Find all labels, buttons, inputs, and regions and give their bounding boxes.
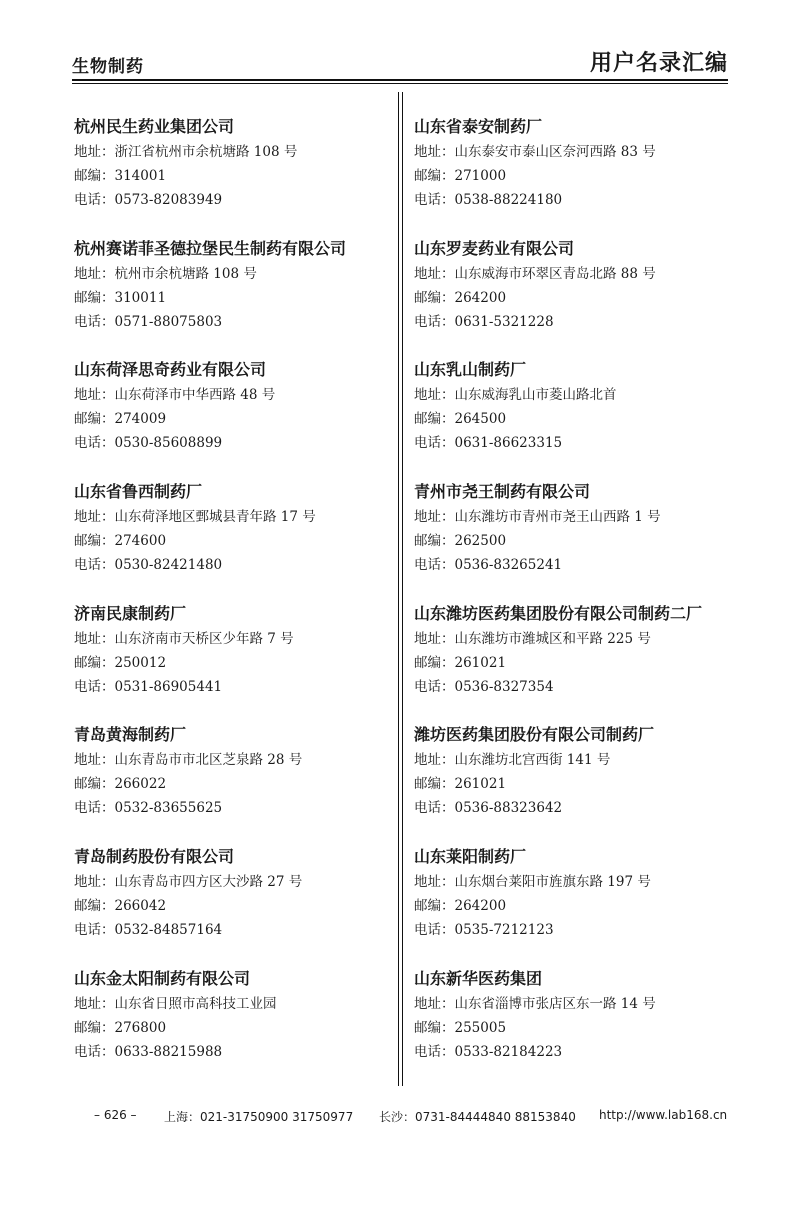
column-divider (402, 92, 403, 1086)
company-address: 地址：山东烟台莱阳市旌旗东路 197 号 (414, 874, 651, 891)
header-rule-thick (72, 79, 728, 81)
company-entry (74, 479, 394, 601)
company-phone: 电话：0571-88075803 (74, 313, 223, 330)
company-phone: 电话：0536-83265241 (414, 557, 563, 574)
company-phone: 电话：0536-8327354 (414, 678, 554, 695)
company-phone: 电话：0531-86905441 (74, 678, 223, 695)
page-header (72, 46, 728, 78)
company-name: 山东罗麦药业有限公司 (414, 238, 575, 258)
company-address: 地址：山东潍坊市潍城区和平路 225 号 (414, 630, 651, 647)
company-name: 山东莱阳制药厂 (414, 847, 527, 867)
company-name: 济南民康制药厂 (74, 603, 187, 623)
company-entry (414, 601, 734, 723)
company-phone: 电话：0536-88323642 (414, 800, 563, 817)
company-postcode: 邮编：264200 (414, 898, 507, 915)
company-name: 山东新华医药集团 (414, 968, 543, 988)
company-name: 山东省鲁西制药厂 (74, 482, 203, 502)
company-postcode: 邮编：314001 (74, 168, 167, 184)
company-entry (414, 479, 734, 601)
company-name: 山东金太阳制药有限公司 (74, 968, 251, 988)
company-address: 地址：山东青岛市四方区大沙路 27 号 (74, 874, 303, 891)
company-postcode: 邮编：271000 (414, 168, 507, 184)
company-phone: 电话：0538-88224180 (414, 192, 563, 208)
book-title: 用户名录汇编 (589, 51, 728, 76)
company-address: 地址：山东威海市环翠区青岛北路 88 号 (414, 265, 656, 282)
section-title: 生物制药 (72, 57, 144, 77)
company-entry (414, 966, 734, 1088)
company-entry (74, 844, 394, 966)
company-name: 青州市尧王制药有限公司 (414, 482, 591, 502)
company-address: 地址：山东潍坊北宫西街 141 号 (414, 752, 611, 769)
company-postcode: 邮编：310011 (74, 289, 167, 306)
company-address: 地址：山东荷泽市中华西路 48 号 (74, 387, 276, 404)
company-address: 地址：山东青岛市市北区芝泉路 28 号 (74, 752, 303, 769)
company-address: 地址：山东省淄博市张店区东一路 14 号 (414, 995, 656, 1012)
company-postcode: 邮编：261021 (414, 776, 507, 793)
company-phone: 电话：0633-88215988 (74, 1043, 223, 1060)
company-entry (414, 114, 734, 236)
company-postcode: 邮编：264200 (414, 289, 507, 306)
company-address: 地址：山东济南市天桥区少年路 7 号 (74, 630, 294, 647)
company-postcode: 邮编：274600 (74, 533, 167, 550)
company-phone: 电话：0535-7212123 (414, 922, 554, 939)
company-name: 青岛黄海制药厂 (74, 725, 187, 745)
company-postcode: 邮编：262500 (414, 533, 507, 550)
company-address: 地址：杭州市余杭塘路 108 号 (74, 265, 257, 282)
right-column (414, 114, 734, 1088)
company-name: 潍坊医药集团股份有限公司制药厂 (414, 725, 655, 745)
company-address: 地址：山东威海乳山市菱山路北首 (414, 387, 617, 404)
company-phone: 电话：0631-86623315 (414, 435, 563, 452)
website-url: http://www.lab168.cn (599, 1108, 728, 1122)
company-address: 地址：山东省日照市高科技工业园 (74, 995, 277, 1012)
company-name: 山东潍坊医药集团股份有限公司制药二厂 (414, 603, 703, 623)
company-entry (414, 844, 734, 966)
company-postcode: 邮编：250012 (74, 654, 167, 671)
company-name: 杭州赛诺菲圣德拉堡民生制药有限公司 (74, 238, 347, 258)
company-phone: 电话：0533-82184223 (414, 1043, 563, 1060)
company-entry (414, 357, 734, 479)
company-postcode: 邮编：255005 (414, 1019, 507, 1036)
company-address: 地址：山东潍坊市青州市尧王山西路 1 号 (414, 509, 661, 526)
company-entry (74, 966, 394, 1088)
company-address: 地址：浙江省杭州市余杭塘路 108 号 (74, 144, 298, 160)
company-address: 地址：山东荷泽地区鄄城县青年路 17 号 (74, 509, 316, 526)
header-rule-thin (72, 83, 728, 84)
company-entry (74, 236, 394, 358)
column-divider (398, 92, 399, 1086)
page-footer (94, 1108, 734, 1128)
company-phone: 电话：0530-82421480 (74, 557, 223, 574)
page-number: – 626 – (94, 1108, 137, 1122)
company-entry (414, 236, 734, 358)
company-phone: 电话：0530-85608899 (74, 435, 223, 452)
company-postcode: 邮编：274009 (74, 411, 167, 428)
changsha-phone: 长沙：0731-84444840 88153840 (379, 1110, 576, 1124)
company-address: 地址：山东泰安市泰山区奈河西路 83 号 (414, 144, 656, 160)
company-phone: 电话：0631-5321228 (414, 313, 554, 330)
company-name: 山东乳山制药厂 (414, 360, 527, 380)
company-phone: 电话：0532-84857164 (74, 922, 223, 939)
company-postcode: 邮编：276800 (74, 1019, 167, 1036)
company-postcode: 邮编：261021 (414, 654, 507, 671)
company-entry (74, 601, 394, 723)
company-phone: 电话：0532-83655625 (74, 800, 223, 817)
company-postcode: 邮编：264500 (414, 411, 507, 428)
company-phone: 电话：0573-82083949 (74, 192, 223, 208)
company-name: 青岛制药股份有限公司 (74, 847, 235, 867)
company-entry (74, 357, 394, 479)
company-name: 山东荷泽思奇药业有限公司 (74, 360, 267, 380)
company-name: 杭州民生药业集团公司 (74, 117, 235, 136)
left-column (74, 114, 394, 1088)
shanghai-phone: 上海：021-31750900 31750977 (164, 1110, 354, 1124)
company-entry (74, 722, 394, 844)
company-postcode: 邮编：266022 (74, 776, 167, 793)
company-entry (414, 722, 734, 844)
company-entry (74, 114, 394, 236)
company-postcode: 邮编：266042 (74, 898, 167, 915)
company-name: 山东省泰安制药厂 (414, 117, 543, 136)
